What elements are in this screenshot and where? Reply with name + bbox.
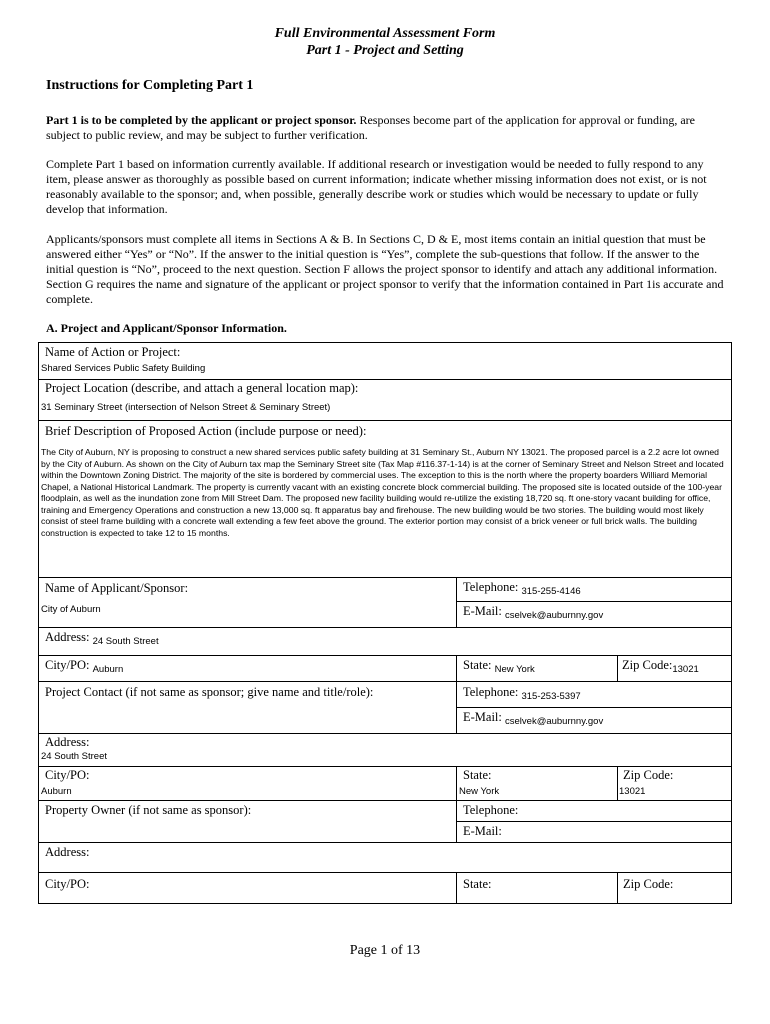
contact-address-value[interactable]: 24 South Street	[41, 751, 108, 762]
owner-zip-label: Zip Code:	[623, 877, 674, 891]
owner-city-label: City/PO:	[45, 877, 90, 891]
row-divider	[39, 379, 731, 380]
applicant-city-value[interactable]: Auburn	[92, 664, 124, 675]
contact-email-label: E-Mail:	[463, 710, 502, 724]
instructions-heading: Instructions for Completing Part 1	[46, 78, 254, 93]
section-a-heading: A. Project and Applicant/Sponsor Information.	[46, 321, 287, 335]
description-label: Brief Description of Proposed Action (include purpose or need):	[45, 424, 367, 438]
row-divider	[39, 733, 731, 734]
applicant-telephone-label: Telephone:	[463, 580, 519, 594]
contact-city-value[interactable]: Auburn	[41, 786, 72, 797]
owner-telephone-label: Telephone:	[463, 803, 519, 817]
location-label: Project Location (describe, and attach a general location map):	[45, 381, 359, 395]
row-divider	[39, 681, 731, 682]
instructions-p1-rest: Responses become part of the application for approval or funding, are subject to public review, and may be subject to further verification.	[46, 113, 695, 142]
contact-state-value[interactable]: New York	[459, 786, 500, 797]
owner-name-label: Property Owner (if not same as sponsor):	[45, 803, 252, 817]
applicant-email-label: E-Mail:	[463, 604, 502, 618]
owner-address-label: Address:	[45, 845, 90, 859]
applicant-telephone-value[interactable]: 315-255-4146	[521, 586, 581, 597]
page-number: Page 1 of 13	[349, 943, 421, 958]
applicant-telephone	[463, 580, 581, 595]
applicant-zip	[622, 658, 699, 673]
contact-telephone-label: Telephone:	[463, 685, 519, 699]
instructions-p1-bold: Part 1 is to be completed by the applicant or project sponsor.	[46, 113, 357, 127]
contact-telephone-value[interactable]: 315-253-5397	[521, 691, 581, 702]
row-divider	[456, 707, 731, 708]
contact-telephone	[463, 685, 581, 700]
action-name-label: Name of Action or Project:	[45, 345, 181, 359]
contact-name-label: Project Contact (if not same as sponsor; give name and title/role):	[45, 685, 374, 699]
column-divider	[456, 577, 457, 627]
owner-state-label: State:	[463, 877, 492, 891]
column-divider	[456, 655, 457, 733]
column-divider	[617, 766, 618, 800]
action-name-value[interactable]: Shared Services Public Safety Building	[41, 363, 206, 374]
applicant-address-label: Address:	[45, 630, 90, 644]
section-a-form	[38, 342, 732, 904]
location-value[interactable]: 31 Seminary Street (intersection of Nelson Street & Seminary Street)	[41, 402, 331, 413]
description-value[interactable]: The City of Auburn, NY is proposing to construct a new shared services public safety building at 31 Seminary St., Auburn NY 13021. The proposed parcel is a 2.2 acre lot owned by the City of Auburn. As shown on the City of Auburn tax map the Seminary Street site (Tax Map #116.37-1-14) is at the corner of Seminary Street and Nelson Street and located within the Downtown Zoning District. The majority of the site is bordered by commercial uses. The exception to this is the north where the property boarders Williard Memorial Chapel, a National Historical Landmark. The property is currently vacant with an existing concrete block commercial building. The proposed site is located outside of the 100-year floodplain, as well as the inundation zone from Mill Street Dam. The proposed new facility building would re-utilize the existing 18,720 sq. ft one-story vacant building for office, training and Emergency Operations and construction a new 13,000 sq. ft apparatus bay and firehouse. The new building would be two stories. The building would most likely consist of steel frame building with a concrete wall extending a few feet above the ground. The exterior portion may consist of a brick veneer or full brick walls. The building construction is expected to take 12 to 15 months.	[41, 447, 724, 538]
form-title: Full Environmental Assessment Form	[274, 26, 496, 41]
row-divider	[39, 842, 731, 843]
applicant-name-label: Name of Applicant/Sponsor:	[45, 581, 189, 595]
applicant-address-value[interactable]: 24 South Street	[92, 636, 159, 647]
applicant-zip-label: Zip Code:	[622, 658, 673, 672]
applicant-address	[45, 630, 159, 645]
column-divider	[456, 872, 457, 903]
contact-zip-label: Zip Code:	[623, 768, 674, 782]
row-divider	[39, 655, 731, 656]
instructions-paragraph-1	[46, 113, 726, 143]
applicant-name-value[interactable]: City of Auburn	[41, 604, 101, 615]
row-divider	[39, 420, 731, 421]
form-subtitle: Part 1 - Project and Setting	[306, 43, 464, 58]
row-divider	[39, 766, 731, 767]
applicant-state-value[interactable]: New York	[494, 664, 535, 675]
column-divider	[617, 655, 618, 681]
row-divider	[39, 577, 731, 578]
row-divider	[456, 821, 731, 822]
row-divider	[456, 601, 731, 602]
instructions-paragraph-2: Complete Part 1 based on information currently available. If additional research or investigation would be needed to fully respond to any item, please answer as thoroughly as possible based on current information; indicate whether missing information does not exist, or is not reasonably available to the sponsor; and, when possible, generally describe work or studies which would be necessary to update or fully develop that information.	[46, 157, 707, 216]
instructions-paragraph-3: Applicants/sponsors must complete all items in Sections A & B. In Sections C, D & E, most items contain an initial question that must be answered either “Yes” or “No”. If the answer to the initial question is “Yes”, complete the sub-questions that follow. If the answer to the initial question is “No”, proceed to the next question. Section F allows the project sponsor to identify and attach any additional information. Section G requires the name and signature of the applicant or project sponsor to verify that the information contained in Part 1is accurate and complete.	[46, 232, 724, 306]
applicant-state	[463, 658, 535, 673]
contact-email	[463, 710, 603, 725]
applicant-zip-value[interactable]: 13021	[672, 664, 699, 675]
applicant-city-label: City/PO:	[45, 658, 90, 672]
row-divider	[39, 627, 731, 628]
applicant-email-value[interactable]: cselvek@auburnny.gov	[505, 610, 604, 621]
owner-email-label: E-Mail:	[463, 824, 502, 838]
row-divider	[39, 800, 731, 801]
applicant-state-label: State:	[463, 658, 492, 672]
contact-address-label: Address:	[45, 735, 90, 749]
column-divider	[456, 766, 457, 842]
contact-email-value[interactable]: cselvek@auburnny.gov	[505, 716, 604, 727]
contact-city-label: City/PO:	[45, 768, 90, 782]
column-divider	[617, 872, 618, 903]
applicant-email	[463, 604, 603, 619]
applicant-city	[45, 658, 123, 673]
contact-zip-value[interactable]: 13021	[619, 786, 646, 797]
row-divider	[39, 872, 731, 873]
contact-state-label: State:	[463, 768, 492, 782]
